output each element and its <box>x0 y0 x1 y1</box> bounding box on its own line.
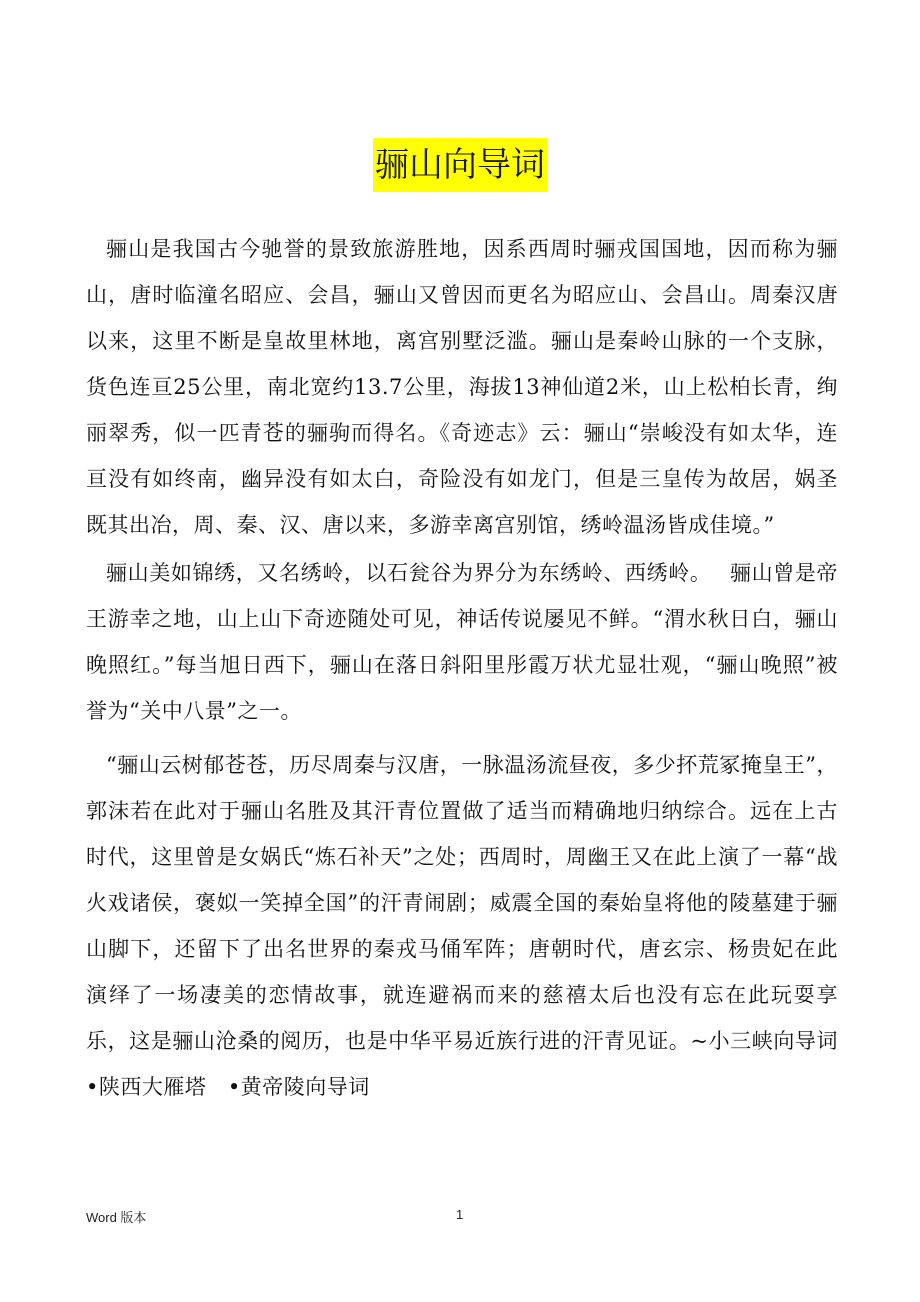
paragraph-2: 骊山美如锦绣，又名绣岭，以石瓮谷为界分为东绣岭、西绣岭。 骊山曾是帝王游幸之地，山上山下奇迹随处可见，神话传说屡见不鲜。“渭水秋日白，骊山晚照红。”每当旭日西下，骊山在落日斜阳里彤霞万状尤显壮观，“骊山晚照”被誉为“关中八景”之一。 <box>86 561 838 723</box>
paragraph-1: 骊山是我国古今驰誉的景致旅游胜地，因系西周时骊戎国国地，因而称为骊山，唐时临潼名昭应、会昌，骊山又曾因而更名为昭应山、会昌山。周秦汉唐以来，这里不断是皇故里林地，离宫别墅泛滥。骊山是秦岭山脉的一个支脉，货色连亘25公里，南北宽约13.7公里，海拔13神仙道2米，山上松柏长青，绚丽翠秀，似一匹青苍的骊驹而得名。《奇迹志》云：骊山“崇峻没有如太华，连亘没有如终南，幽异没有如太白，奇险没有如龙门，但是三皇传为故居，娲圣既其出冶，周、秦、汉、唐以来，多游幸离宫别馆，绣岭温汤皆成佳境。” <box>86 237 838 537</box>
document-title: 骊山向导词 <box>373 138 547 192</box>
page-number: 1 <box>456 1207 464 1222</box>
document-body <box>86 226 860 1110</box>
footer-label: Word 版本 <box>86 1210 147 1225</box>
title-container <box>0 138 920 192</box>
paragraph-3: “骊山云树郁苍苍，历尽周秦与汉唐，一脉温汤流昼夜，多少抔荒冢掩皇王”，郭沫若在此对于骊山名胜及其汗青位置做了适当而精确地归纳综合。远在上古时代，这里曾是女娲氏“炼石补天”之处；西周时，周幽王又在此上演了一幕“战火戏诸侯，褒姒一笑掉全国”的汗青闹剧；威震全国的秦始皇将他的陵墓建于骊山脚下，还留下了出名世界的秦戎马俑军阵；唐朝时代，唐玄宗、杨贵妃在此演绎了一场凄美的恋情故事，就连避祸而来的慈禧太后也没有忘在此玩耍享乐，这是骊山沧桑的阅历，也是中华平易近族行进的汗青见证。~小三峡向导词 •陕西大雁塔 •黄帝陵向导词 <box>86 753 860 1099</box>
